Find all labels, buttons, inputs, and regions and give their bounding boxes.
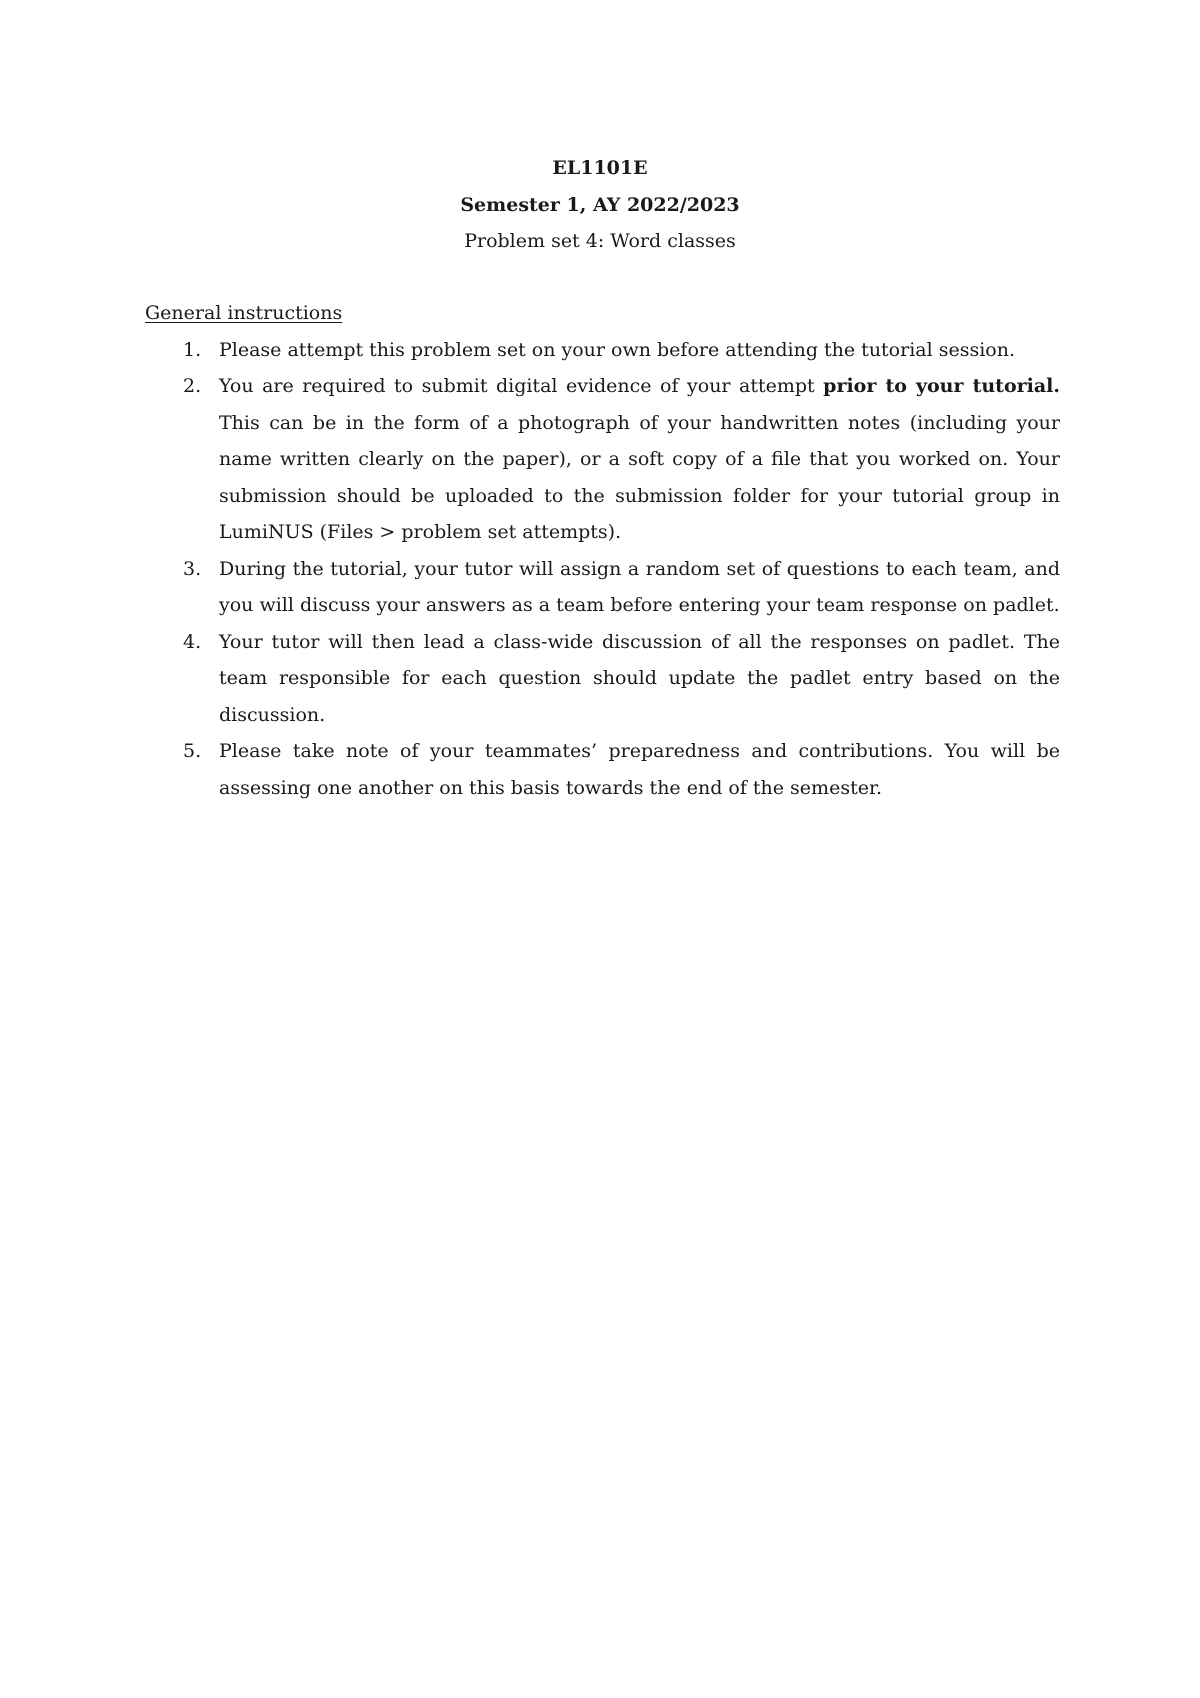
list-item-text: You are required to submit digital evidence of your attempt — [219, 375, 824, 397]
list-item-text: During the tutorial, your tutor will assign a random set of questions to each team, and you will discuss your answers as a team before entering your team response on padlet. — [219, 557, 1060, 616]
list-item — [145, 551, 1060, 624]
list-item-text: Your tutor will then lead a class-wide discussion of all the responses on padlet. The team responsible for each question should update the padlet entry based on the discussion. — [219, 630, 1060, 726]
list-item-text: Please take note of your teammates’ preparedness and contributions. You will be assessing one another on this basis towards the end of the semester. — [219, 740, 1060, 799]
semester-title: Semester 1, AY 2022/2023 — [460, 193, 740, 216]
instructions-heading: General instructions — [145, 302, 343, 324]
document-header — [0, 150, 1200, 260]
list-item — [145, 733, 1060, 806]
list-item-number: 5. — [183, 740, 202, 762]
problem-set-title: Problem set 4: Word classes — [464, 230, 736, 252]
list-item-number: 2. — [183, 375, 202, 397]
list-item-text: Please attempt this problem set on your own before attending the tutorial session. — [219, 338, 1016, 361]
list-item-number: 3. — [183, 557, 202, 580]
list-item-text-continued: This can be in the form of a photograph of your handwritten notes (including your name written clearly on the paper), or a soft copy of a file that you worked on. Your submission should be uploaded to the submission folder for your tutorial group in LumiNUS (Files > problem set attempts). — [219, 411, 1060, 543]
instructions-list — [145, 332, 1060, 807]
list-item — [145, 624, 1060, 734]
list-item — [145, 332, 1060, 369]
list-item-number: 4. — [183, 630, 202, 653]
general-instructions-section — [145, 295, 1060, 806]
list-item-number: 1. — [183, 338, 202, 361]
list-item-emphasis: prior to your tutorial. — [823, 375, 1060, 397]
list-item — [145, 368, 1060, 551]
course-code: EL1101E — [552, 157, 648, 179]
